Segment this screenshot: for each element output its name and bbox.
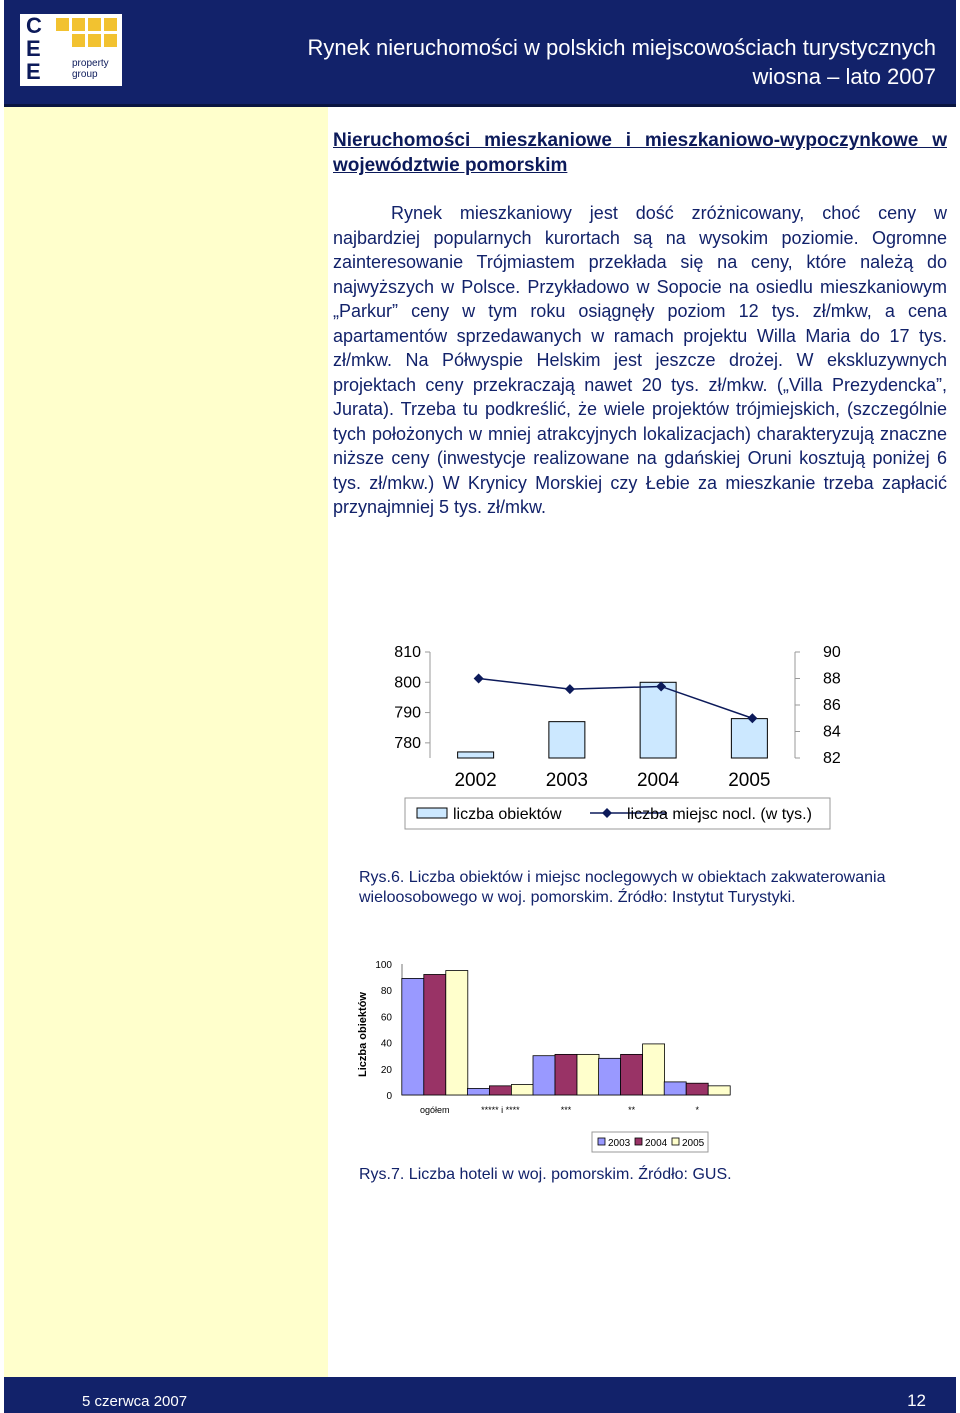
x-tick-label: *** (560, 1105, 572, 1115)
bar (467, 1088, 489, 1095)
logo-text: property group (72, 58, 109, 80)
bar (686, 1083, 708, 1095)
legend-swatch (598, 1138, 605, 1145)
series-line (479, 679, 753, 719)
bar (621, 1054, 643, 1095)
y-tick-label: 40 (380, 1038, 392, 1050)
left-sidebar (4, 107, 328, 1377)
bar (599, 1058, 621, 1095)
tick-label-right: 88 (823, 670, 841, 688)
body-paragraph: Rynek mieszkaniowy jest dość zróżnicowany, choć ceny w najbardziej popularnych kurortach są na wysokim poziomie. Ogromne zainteresowanie Trójmiastem przekłada się na ceny, które należą do najwyższych w Polsce. Przykładowo w Sopocie na osiedlu mieszkaniowym „Parkur” ceny w tym roku osiągnęły poziom 12 tys. zł/mkw, a cena apartamentów sprzedawanych w ramach projektu Willa Maria do 17 tys. zł/mkw. Na Półwyspie Helskim jest jeszcze drożej. W ekskluzywnych projektach ceny przekraczają nawet 20 tys. zł/mkw. („Villa Prezydencka”, Jurata). Trzeba tu podkreślić, że wiele projektów trójmiejskich, (szczególnie tych położonych w mniej atrakcyjnych lokalizacjach) charakteryzują znaczne niższe ceny (inwestycje realizowane na gdańskiej Oruni kosztują poniżej 6 tys. zł/mkw.) W Krynicy Morskiej czy Łebie za mieszkanie trzeba zapłacić przynajmniej 5 tys. zł/mkw. (333, 203, 947, 517)
tick-label-right: 84 (823, 723, 841, 741)
x-tick-label: * (695, 1105, 699, 1115)
logo-letters: C E E (26, 13, 42, 84)
bar (402, 978, 424, 1095)
bar (640, 682, 676, 758)
bar (555, 1054, 577, 1095)
y-tick-label: 80 (380, 986, 392, 998)
bar (731, 719, 767, 758)
bar (446, 971, 468, 1095)
figure-caption-6: Rys.6. Liczba obiektów i miejsc noclegowych w obiektach zakwaterowania wieloosobowego w woj. pomorskim. Źródło: Instytut Turystyki. (359, 869, 886, 906)
legend-label: 2004 (645, 1138, 668, 1149)
document-title: Rynek nieruchomości w polskich miejscowościach turystycznych wiosna – lato 2007 (307, 35, 936, 89)
tick-label-left: 810 (394, 644, 421, 661)
x-tick-label: 2003 (545, 770, 589, 791)
line-marker (474, 674, 484, 684)
page-header (4, 0, 956, 107)
y-axis-label: Liczba obiektów (357, 992, 369, 1077)
bar (458, 752, 494, 758)
chart-hotels (340, 950, 740, 1158)
section-title: Nieruchomości mieszkaniowe i mieszkaniowo-wypoczynkowe w województwie pomorskim (333, 130, 947, 176)
bar (643, 1044, 665, 1095)
bar (489, 1086, 511, 1095)
bar (424, 974, 446, 1095)
y-tick-label: 0 (386, 1091, 392, 1102)
footer-date: 5 czerwca 2007 (82, 1393, 188, 1410)
legend-swatch-bars (417, 808, 447, 818)
chart-objects-and-beds (350, 630, 850, 835)
tick-label-left: 800 (394, 674, 421, 692)
y-tick-label: 20 (380, 1064, 392, 1076)
tick-label-left: 780 (394, 734, 421, 752)
line-marker (565, 684, 575, 694)
bar (664, 1082, 686, 1095)
page-number: 12 (907, 1391, 926, 1410)
bar (708, 1086, 730, 1095)
bar (533, 1056, 555, 1095)
x-tick-label: ogółem (420, 1105, 450, 1115)
legend-swatch (635, 1138, 642, 1145)
legend-label: 2005 (682, 1138, 705, 1149)
legend-label-bars: liczba obiektów (453, 806, 562, 823)
y-tick-label: 100 (375, 960, 392, 971)
x-tick-label: 2004 (636, 770, 680, 791)
bar (549, 722, 585, 758)
x-tick-label: ** (628, 1105, 636, 1115)
x-tick-label: ***** i **** (481, 1105, 520, 1115)
y-tick-label: 60 (380, 1012, 392, 1024)
bar (577, 1054, 599, 1095)
tick-label-left: 790 (394, 704, 421, 722)
x-tick-label: 2005 (728, 770, 771, 791)
legend-swatch (672, 1138, 679, 1145)
x-tick-label: 2002 (454, 770, 497, 791)
tick-label-right: 86 (823, 697, 841, 714)
page-footer (4, 1377, 956, 1413)
tick-label-right: 90 (823, 644, 841, 661)
legend-label-line: liczba miejsc nocl. (w tys.) (627, 806, 812, 823)
figure-caption-7: Rys.7. Liczba hoteli w woj. pomorskim. Źródło: GUS. (359, 1166, 732, 1183)
tick-label-right: 82 (823, 750, 841, 767)
bar (511, 1085, 533, 1095)
cee-logo (20, 14, 122, 86)
legend-label: 2003 (608, 1138, 631, 1149)
